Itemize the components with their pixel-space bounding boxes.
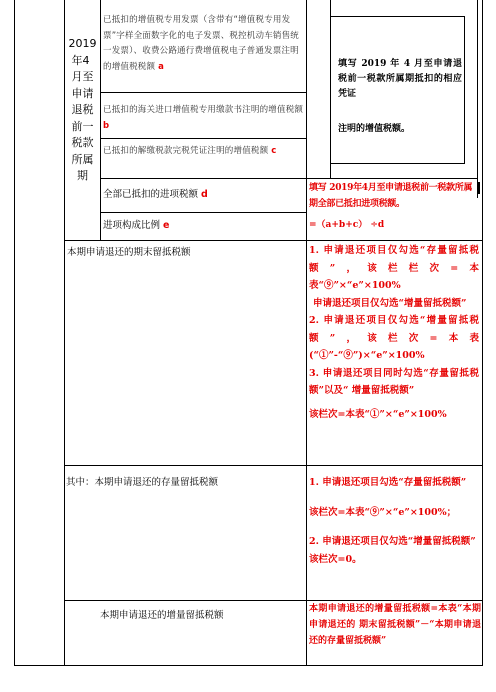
- row-input-ratio-text: 进项构成比例: [103, 220, 161, 231]
- row-tax-certificate-text: 已抵扣的解缴税款完税凭证注明的增值税额: [103, 146, 269, 156]
- instruction-box-text-2: 注明的增值税额。: [338, 124, 411, 134]
- period-column: [65, 36, 100, 212]
- note-closing-credit-2: 申请退还项目仅勾选“增量留抵税额”: [313, 297, 467, 309]
- row-input-ratio: [103, 218, 304, 238]
- row-special-invoice: [103, 13, 304, 91]
- note-closing-credit-1: 1. 申请退还项目仅勾选“存量留抵税额”，该栏栏次=本表“⑨”×“e”×100%: [309, 245, 479, 291]
- note-stock-credit-1: 1. 申请退还项目勾选“存量留抵税额”: [309, 477, 467, 488]
- row-customs-payment-text: 已抵扣的海关进口增值税专用缴款书注明的增值税额: [103, 105, 304, 115]
- note-ratio-formula: =（a+b+c） ÷d: [309, 220, 385, 230]
- period-line-9: 期: [77, 169, 88, 182]
- note-stock-credit: [309, 474, 477, 599]
- mark-d: d: [201, 189, 208, 200]
- row-refund-closing-credit: [67, 245, 305, 265]
- note-closing-credit-3: 2. 申请退还项目仅勾选“增量留抵税额”，该栏次=本表(“①”-“⑨”)×“e”×100%: [309, 315, 479, 361]
- row-total-input-tax-text: 全部已抵扣的进项税额: [103, 189, 199, 200]
- note-stock-credit-3: 2. 申请退还项目仅勾选“增量留抵税额” 该栏次=0。: [309, 536, 476, 565]
- period-line-6: 前一: [71, 119, 94, 133]
- mark-e: e: [163, 220, 170, 231]
- row-total-input-tax: [103, 187, 304, 209]
- row-refund-stock-credit: [66, 475, 305, 495]
- mark-c: c: [271, 146, 277, 156]
- period-line-3: 月至: [71, 70, 94, 83]
- note-closing-credit-4: 3. 申请退还项目同时勾选“存量留抵税额”以及“ 增量留抵税额”: [309, 367, 479, 396]
- row-special-invoice-text: 已抵扣的增值税专用发票（含带有“增值税专用发票”字样全面数字化的电子发票、税控机动车销售统一发票）、收费公路通行费增值税电子普通发票注明的增值税税额: [103, 15, 300, 72]
- note-closing-credit-5: 该栏次=本表“①”×“e”×100%: [309, 408, 447, 420]
- row-customs-payment: [103, 103, 304, 137]
- mark-b: b: [103, 120, 110, 131]
- note-total-input-tax: 填写 2019年4月至申请退税前一税款所属期全部已抵扣进项税额。: [309, 183, 473, 209]
- period-line-5: 退税: [71, 103, 94, 116]
- row-refund-increment-credit-text: 本期申请退还的增量留抵税额: [100, 610, 224, 621]
- period-line-1: 2019: [68, 37, 97, 50]
- period-line-4: 申请: [71, 86, 94, 100]
- row-tax-certificate: [103, 144, 304, 177]
- mark-a: a: [158, 61, 165, 72]
- note-closing-credit: [309, 242, 479, 462]
- period-line-2: 年4: [71, 53, 90, 67]
- note-stock-credit-2: 该栏次=本表“⑨”×“e”×100%；: [309, 506, 457, 518]
- note-increment-credit: 本期申请退还的增量留抵税额=本表“本期申请退还的 期末留抵税额”－“本期申请退还的存量留抵税额”: [309, 604, 481, 646]
- instruction-box-text: 填写 2019 年 4 月至申请退税前一税款所属期抵扣的相应凭证: [338, 59, 462, 99]
- row-refund-closing-credit-text: 本期申请退还的期末留抵税额: [67, 247, 191, 258]
- period-line-7: 税款: [71, 136, 94, 149]
- row-refund-stock-credit-text: 其中：本期申请退还的存量留抵税额: [66, 477, 219, 488]
- period-line-8: 所属: [71, 152, 94, 166]
- row-refund-increment-credit: [100, 608, 305, 628]
